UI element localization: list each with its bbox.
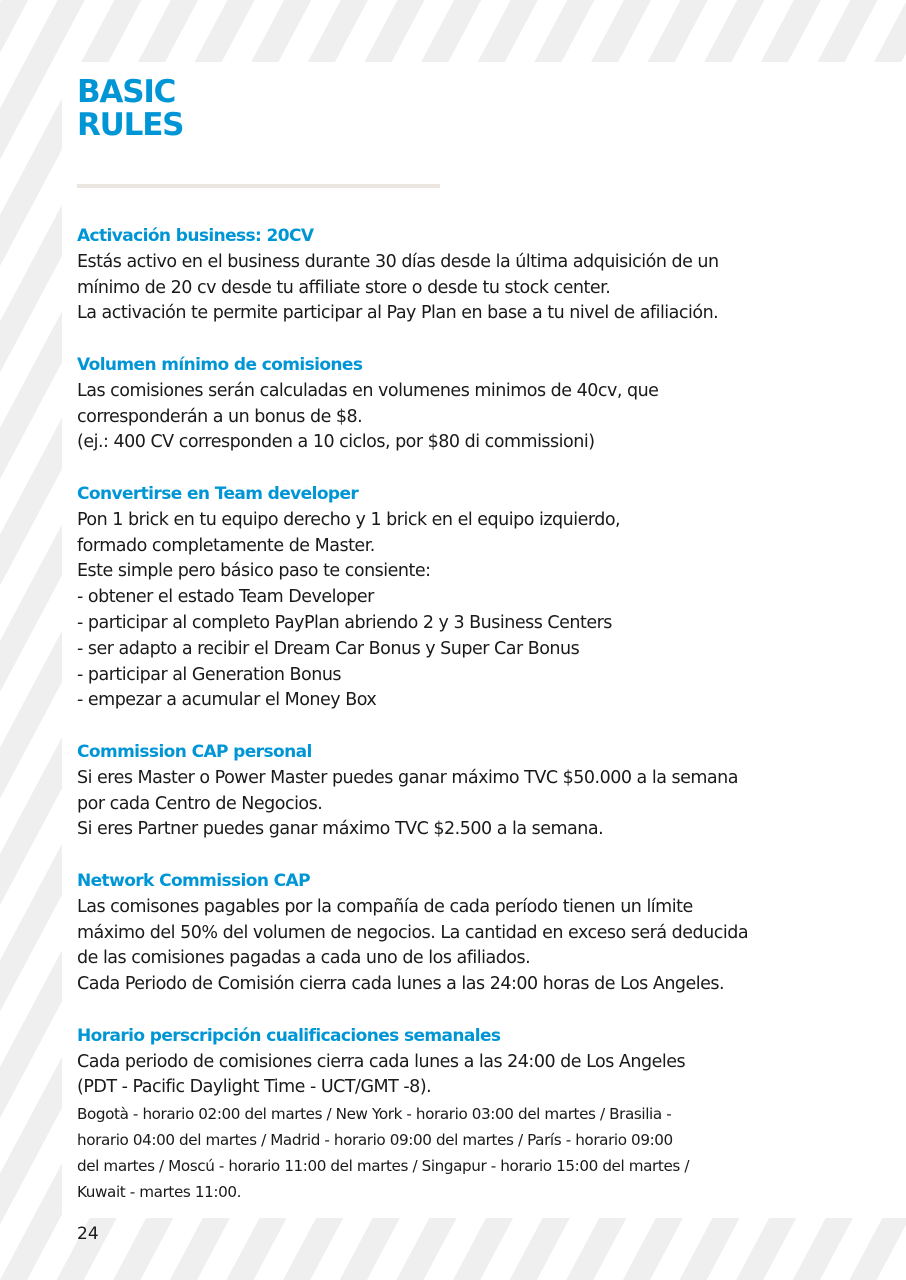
paragraph-line: (PDT - Pacific Daylight Time - UCT/GMT -8). bbox=[77, 1077, 432, 1098]
page-title-line-1: BASIC bbox=[77, 74, 176, 110]
paragraph-line: Pon 1 brick en tu equipo derecho y 1 brick en el equipo izquierdo, bbox=[77, 509, 621, 530]
paragraph-line: mínimo de 20 cv desde tu affiliate store o desde tu stock center. bbox=[77, 277, 611, 298]
paragraph-line: Cada Periodo de Comisión cierra cada lunes a las 24:00 horas de Los Angeles. bbox=[77, 974, 725, 995]
schedule-line: Kuwait - martes 11:00. bbox=[77, 1183, 242, 1202]
list-item: - participar al Generation Bonus bbox=[77, 664, 342, 685]
section-heading: Volumen mínimo de comisiones bbox=[77, 354, 363, 375]
list-item: - participar al completo PayPlan abriendo 2 y 3 Business Centers bbox=[77, 612, 612, 633]
list-item: - ser adapto a recibir el Dream Car Bonus y Super Car Bonus bbox=[77, 638, 580, 659]
section-heading: Horario perscripción cualificaciones semanales bbox=[77, 1025, 501, 1046]
paragraph-line: formado completamente de Master. bbox=[77, 535, 375, 556]
section-team-developer bbox=[77, 482, 897, 714]
page-title-line-2: RULES bbox=[77, 107, 184, 143]
page-number: 24 bbox=[77, 1224, 99, 1244]
paragraph-line: La activación te permite participar al Pay Plan en base a tu nivel de afiliación. bbox=[77, 303, 719, 324]
section-volumen-minimo bbox=[77, 353, 897, 456]
section-activacion bbox=[77, 224, 897, 327]
section-heading: Commission CAP personal bbox=[77, 741, 312, 762]
paragraph-line: Las comisones pagables por la compañía de cada período tienen un límite bbox=[77, 896, 693, 917]
list-item: - empezar a acumular el Money Box bbox=[77, 690, 377, 711]
paragraph-line: Este simple pero básico paso te consiente: bbox=[77, 561, 431, 582]
section-commission-cap-personal bbox=[77, 740, 897, 843]
schedule-line: Bogotà - horario 02:00 del martes / New York - horario 03:00 del martes / Brasilia - bbox=[77, 1105, 672, 1124]
schedule-line: horario 04:00 del martes / Madrid - horario 09:00 del martes / París - horario 09:00 bbox=[77, 1131, 673, 1150]
paragraph-line: Cada periodo de comisiones cierra cada lunes a las 24:00 de Los Angeles bbox=[77, 1051, 686, 1072]
title-divider bbox=[77, 184, 440, 188]
schedule-line: del martes / Moscú - horario 11:00 del martes / Singapur - horario 15:00 del martes / bbox=[77, 1157, 690, 1176]
paragraph-line: por cada Centro de Negocios. bbox=[77, 793, 323, 814]
paragraph-line: Si eres Master o Power Master puedes ganar máximo TVC $50.000 a la semana bbox=[77, 767, 738, 788]
section-heading: Activación business: 20CV bbox=[77, 226, 314, 246]
section-heading: Convertirse en Team developer bbox=[77, 483, 359, 504]
paragraph-line: (ej.: 400 CV corresponden a 10 ciclos, por $80 di commissioni) bbox=[77, 432, 595, 453]
paragraph-line: de las comisiones pagadas a cada uno de los afiliados. bbox=[77, 948, 531, 969]
paragraph-line: máximo del 50% del volumen de negocios. La cantidad en exceso será deducida bbox=[77, 922, 749, 943]
section-horario bbox=[77, 1024, 897, 1205]
paragraph-line: Si eres Partner puedes ganar máximo TVC $2.500 a la semana. bbox=[77, 819, 604, 840]
page-title bbox=[77, 76, 183, 142]
rules-body bbox=[77, 224, 897, 1231]
paragraph-line: corresponderán a un bonus de $8. bbox=[77, 406, 363, 427]
section-heading: Network Commission CAP bbox=[77, 870, 310, 891]
paragraph-line: Las comisiones serán calculadas en volumenes minimos de 40cv, que bbox=[77, 380, 659, 401]
paragraph-line: Estás activo en el business durante 30 días desde la última adquisición de un bbox=[77, 251, 719, 272]
section-network-commission-cap bbox=[77, 869, 897, 998]
list-item: - obtener el estado Team Developer bbox=[77, 587, 374, 608]
